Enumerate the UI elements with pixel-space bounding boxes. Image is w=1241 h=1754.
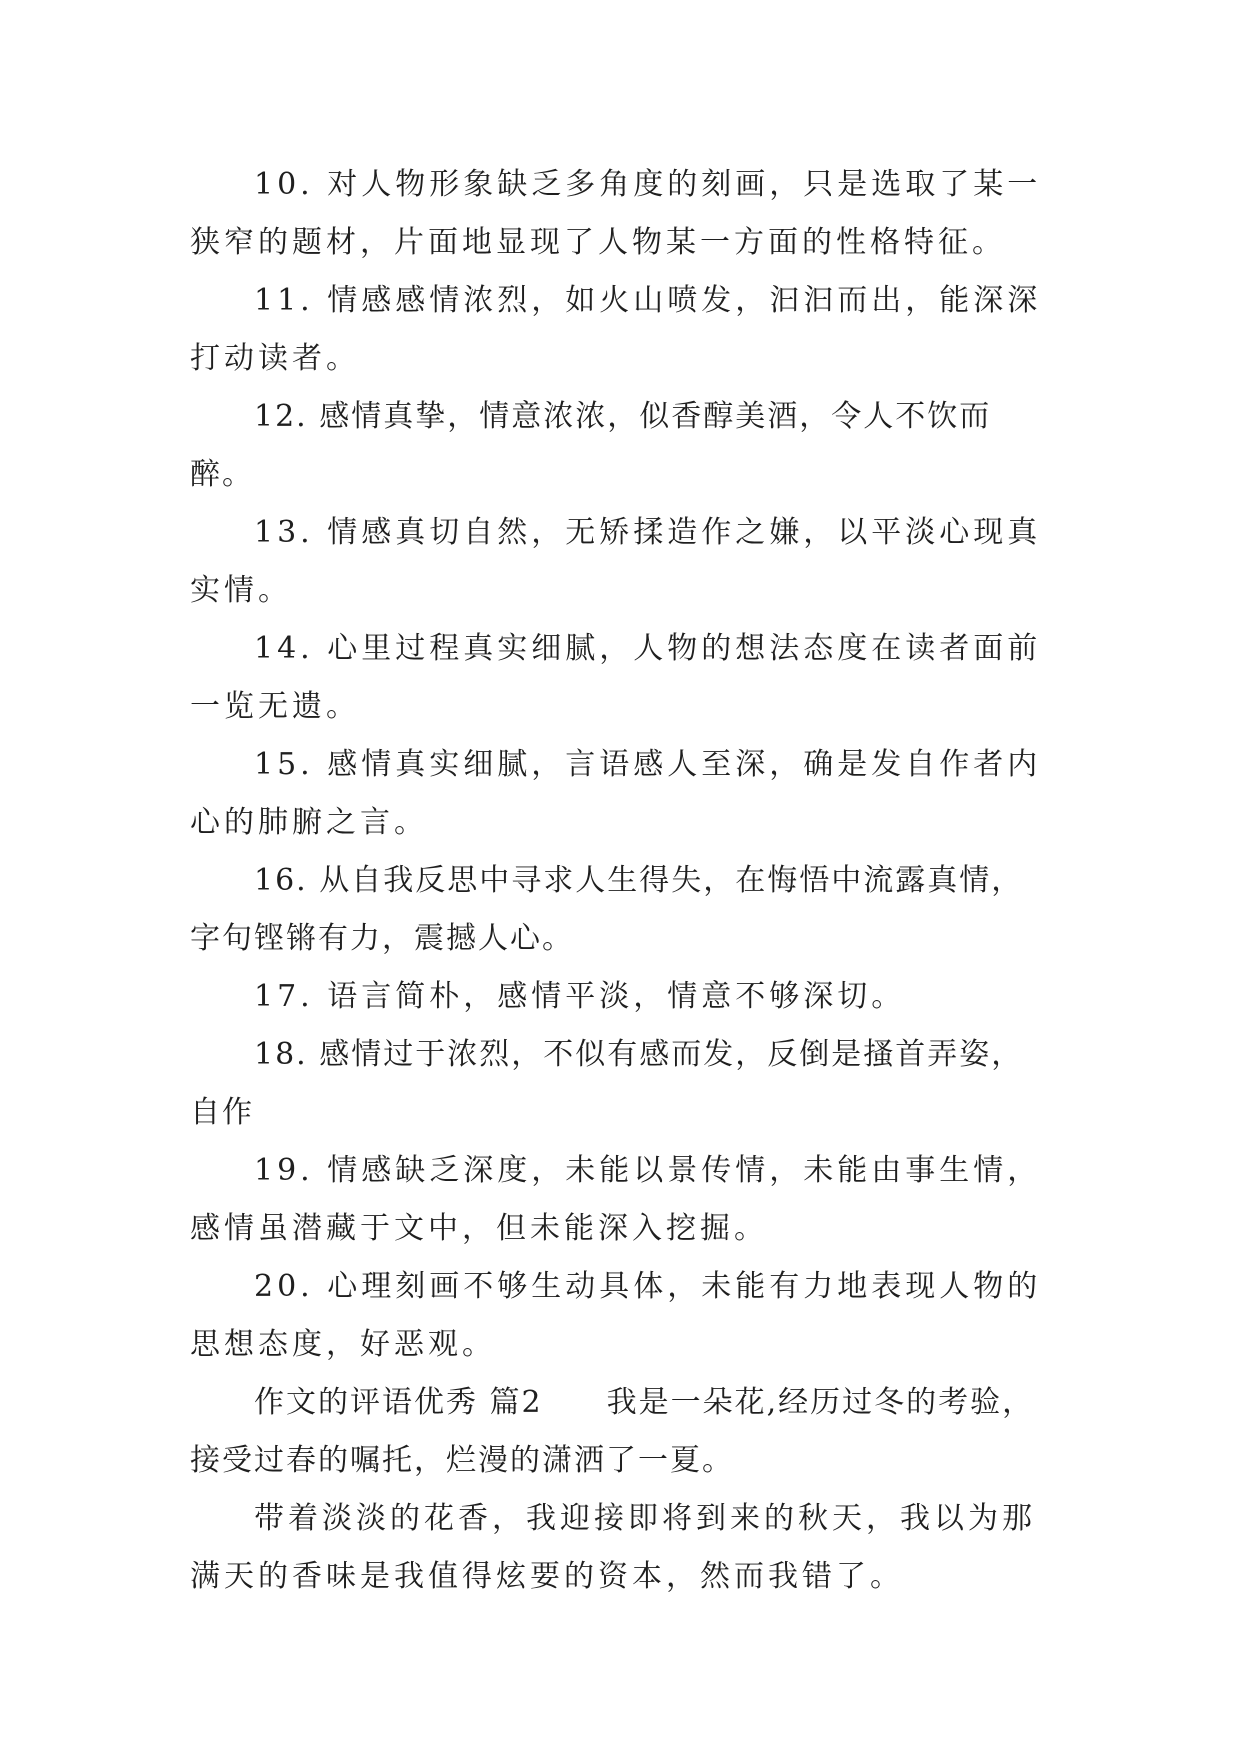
paragraph-14: 14. 心里过程真实细腻，人物的想法态度在读者面前一览无遗。 xyxy=(190,631,1042,724)
paragraph-18: 18. 感情过于浓烈，不似有感而发，反倒是搔首弄姿，自作 xyxy=(190,1037,1024,1130)
paragraph-19: 19. 情感缺乏深度，未能以景传情，未能由事生情，感情虽潜藏于文中，但未能深入挖掘。 xyxy=(190,1153,1042,1246)
paragraph-17: 17. 语言简朴，感情平淡，情意不够深切。 xyxy=(254,979,906,1014)
paragraph-12: 12. 感情真挚，情意浓浓，似香醇美酒，令人不饮而醉。 xyxy=(190,399,992,492)
essay-heading-paragraph: 作文的评语优秀 篇2 我是一朵花,经历过冬的考验，接受过春的嘱托，烂漫的潇洒了一夏。 xyxy=(190,1385,1035,1478)
paragraph-10: 10. 对人物形象缺乏多角度的刻画，只是选取了某一狭窄的题材，片面地显现了人物某一方面的性格特征。 xyxy=(190,167,1042,260)
paragraph-20: 20. 心理刻画不够生动具体，未能有力地表现人物的思想态度，好恶观。 xyxy=(190,1269,1042,1362)
paragraph-13: 13. 情感真切自然，无矫揉造作之嫌，以平淡心现真实情。 xyxy=(190,515,1042,608)
essay-paragraph: 带着淡淡的花香，我迎接即将到来的秋天，我以为那满天的香味是我值得炫要的资本，然而我错了。 xyxy=(190,1501,1036,1594)
paragraph-15: 15. 感情真实细腻，言语感人至深，确是发自作者内心的肺腑之言。 xyxy=(190,747,1042,840)
paragraph-11: 11. 情感感情浓烈，如火山喷发，汩汩而出，能深深打动读者。 xyxy=(190,283,1042,376)
document-body xyxy=(190,156,1055,1606)
paragraph-16: 16. 从自我反思中寻求人生得失，在悔悟中流露真情，字句铿锵有力，震撼人心。 xyxy=(190,863,1024,956)
